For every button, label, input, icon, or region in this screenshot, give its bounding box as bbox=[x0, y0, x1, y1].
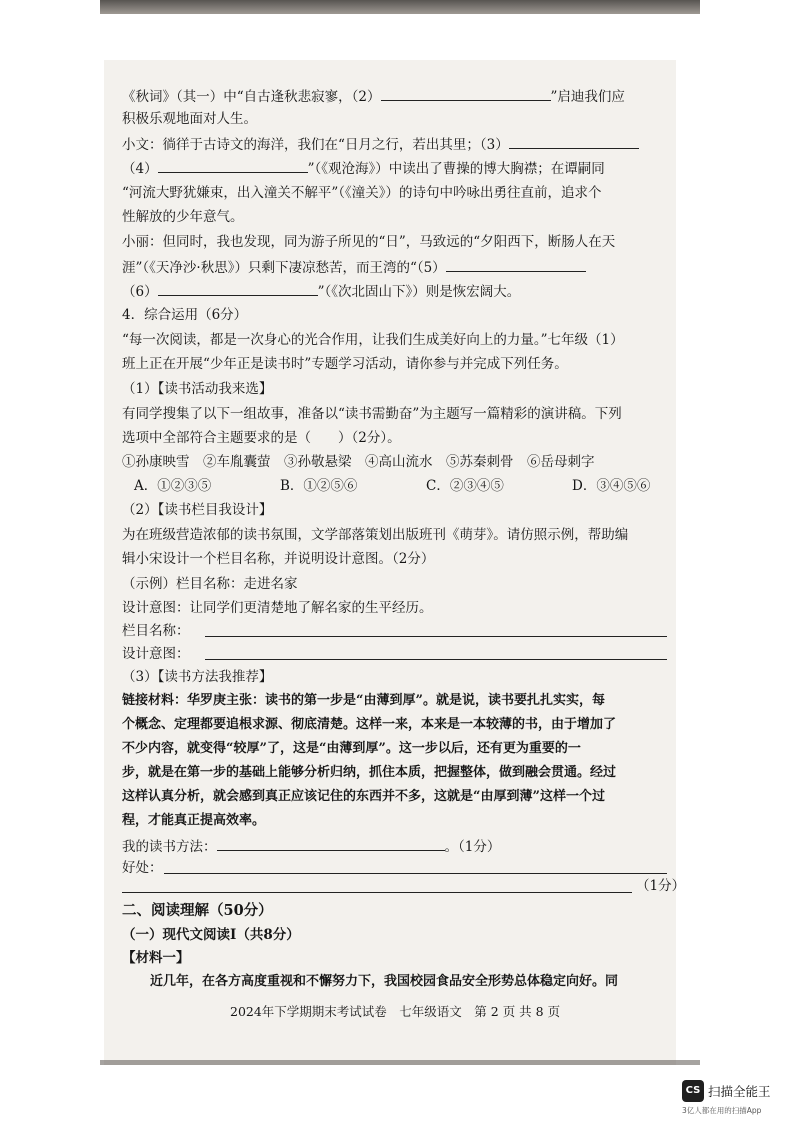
page-footer: 2024年下学期期末考试试卷 七年级语文 第 2 页 共 8 页 bbox=[230, 1004, 561, 1019]
poetry-line-5: “河流大野犹嫌束，出入潼关不解平”（《潼关》）的诗句中吟咏出勇往直前，追求个 bbox=[122, 185, 602, 201]
camscanner-tagline: 3亿人都在用的扫描App bbox=[682, 1106, 762, 1115]
task1-text-1: 有同学搜集了以下一组故事，准备以“读书需勤奋”为主题写一篇精彩的演讲稿。下列 bbox=[122, 406, 622, 422]
camscanner-watermark bbox=[682, 1080, 792, 1118]
task3-title: （3）【读书方法我推荐】 bbox=[122, 669, 273, 685]
link-material-6: 程，才能真正提高效率。 bbox=[122, 813, 266, 828]
material-label: 【材料一】 bbox=[122, 950, 190, 966]
example-intent: 设计意图：让同学们更清楚地了解名家的生平经历。 bbox=[122, 600, 433, 616]
blank-4[interactable] bbox=[158, 158, 308, 173]
option-d[interactable]: D．③④⑤⑥ bbox=[572, 478, 651, 494]
benefit-blank-1[interactable] bbox=[164, 873, 667, 874]
part2-heading: 二、阅读理解（50分） bbox=[122, 902, 273, 919]
story-list: ①孙康映雪 ②车胤囊萤 ③孙敬悬梁 ④高山流水 ⑤苏秦刺骨 ⑥岳母刺字 bbox=[122, 454, 595, 470]
task2-text-2: 辑小宋设计一个栏目名称，并说明设计意图。（2分） bbox=[122, 551, 435, 567]
task1-text-2: 选项中全部符合主题要求的是（ ）（2分）。 bbox=[122, 430, 401, 446]
link-material-5: 这样认真分析，就会感到真正应该记住的东西并不多，这就是“由厚到薄”这样一个过 bbox=[122, 789, 605, 804]
poetry-line-4: （4） ”（《观沧海》）中读出了曹操的博大胸襟；在谭嗣同 bbox=[122, 158, 677, 178]
material-text: 近几年，在各方高度重视和不懈努力下，我国校园食品安全形势总体稳定向好。同 bbox=[150, 974, 619, 989]
link-material-2: 个概念、定理都要追根求源、彻底清楚。这样一来，本来是一本较薄的书，由于增加了 bbox=[122, 717, 617, 732]
blank-5[interactable] bbox=[446, 257, 586, 272]
example-name: （示例）栏目名称：走进名家 bbox=[122, 576, 298, 592]
option-c[interactable]: C．②③④⑤ bbox=[426, 478, 504, 494]
section4-intro-2: 班上正在开展“少年正是读书时”专题学习活动，请你参与并完成下列任务。 bbox=[122, 356, 568, 372]
scan-top-edge bbox=[100, 0, 700, 14]
option-b[interactable]: B．①②⑤⑥ bbox=[280, 478, 358, 494]
column-name-row: 栏目名称： bbox=[122, 623, 190, 639]
poetry-line-7: 小丽：但同时，我也发现，同为游子所见的“日”，马致远的“夕阳西下，断肠人在天 bbox=[122, 234, 616, 250]
option-a[interactable]: A．①②③⑤ bbox=[134, 478, 212, 494]
blank-3[interactable] bbox=[509, 134, 639, 149]
benefit-blank-2[interactable] bbox=[122, 892, 632, 893]
part2-subheading: （一）现代文阅读Ⅰ（共8分） bbox=[122, 927, 300, 943]
design-intent-row: 设计意图： bbox=[122, 646, 190, 662]
poetry-line-1: 《秋词》（其一）中“自古逢秋悲寂寥，（2） ”启迪我们应 bbox=[122, 86, 677, 106]
poetry-line-3: 小文：徜徉于古诗文的海洋，我们在“日月之行，若出其里；（3） bbox=[122, 134, 677, 154]
reading-method-blank[interactable] bbox=[217, 836, 445, 851]
poetry-line-2: 积极乐观地面对人生。 bbox=[122, 111, 257, 127]
blank-6[interactable] bbox=[158, 281, 318, 296]
benefit-score: （1分） bbox=[636, 878, 686, 894]
blank-2[interactable] bbox=[381, 86, 551, 101]
poetry-line-8: 涯”（《天净沙·秋思》）只剩下凄凉愁苦，而王湾的“（5） bbox=[122, 257, 677, 277]
section4-heading: 4．综合运用（6分） bbox=[122, 307, 248, 323]
design-intent-blank[interactable] bbox=[205, 659, 667, 660]
link-material-3: 不少内容，就变得“较厚”了，这是“由薄到厚”。这一步以后，还有更为重要的一 bbox=[122, 741, 581, 756]
camscanner-icon: CS bbox=[682, 1080, 704, 1102]
section4-intro-1: “每一次阅读，都是一次身心的光合作用，让我们生成美好向上的力量。”七年级（1） bbox=[122, 332, 624, 348]
answer-options bbox=[134, 477, 689, 495]
task2-text-1: 为在班级营造浓郁的读书氛围，文学部落策划出版班刊《萌芽》。请仿照示例，帮助编 bbox=[122, 527, 629, 543]
task2-title: （2）【读书栏目我设计】 bbox=[122, 502, 273, 518]
reading-method-row: 我的读书方法： 。（1分） bbox=[122, 836, 677, 856]
scan-bottom-edge bbox=[100, 1060, 700, 1065]
column-name-blank[interactable] bbox=[205, 636, 667, 637]
camscanner-name: 扫描全能王 bbox=[708, 1084, 771, 1099]
benefit-row: 好处： bbox=[122, 860, 163, 876]
task1-title: （1）【读书活动我来选】 bbox=[122, 381, 273, 397]
poetry-line-9: （6） ”（《次北固山下》）则是恢宏阔大。 bbox=[122, 281, 677, 301]
poetry-line-6: 性解放的少年意气。 bbox=[122, 209, 244, 225]
link-material-4: 步，就是在第一步的基础上能够分析归纳，抓住本质，把握整体，做到融会贯通。经过 bbox=[122, 765, 617, 780]
link-material-1: 链接材料：华罗庚主张：读书的第一步是“由薄到厚”。就是说，读书要扎扎实实，每 bbox=[122, 693, 605, 708]
